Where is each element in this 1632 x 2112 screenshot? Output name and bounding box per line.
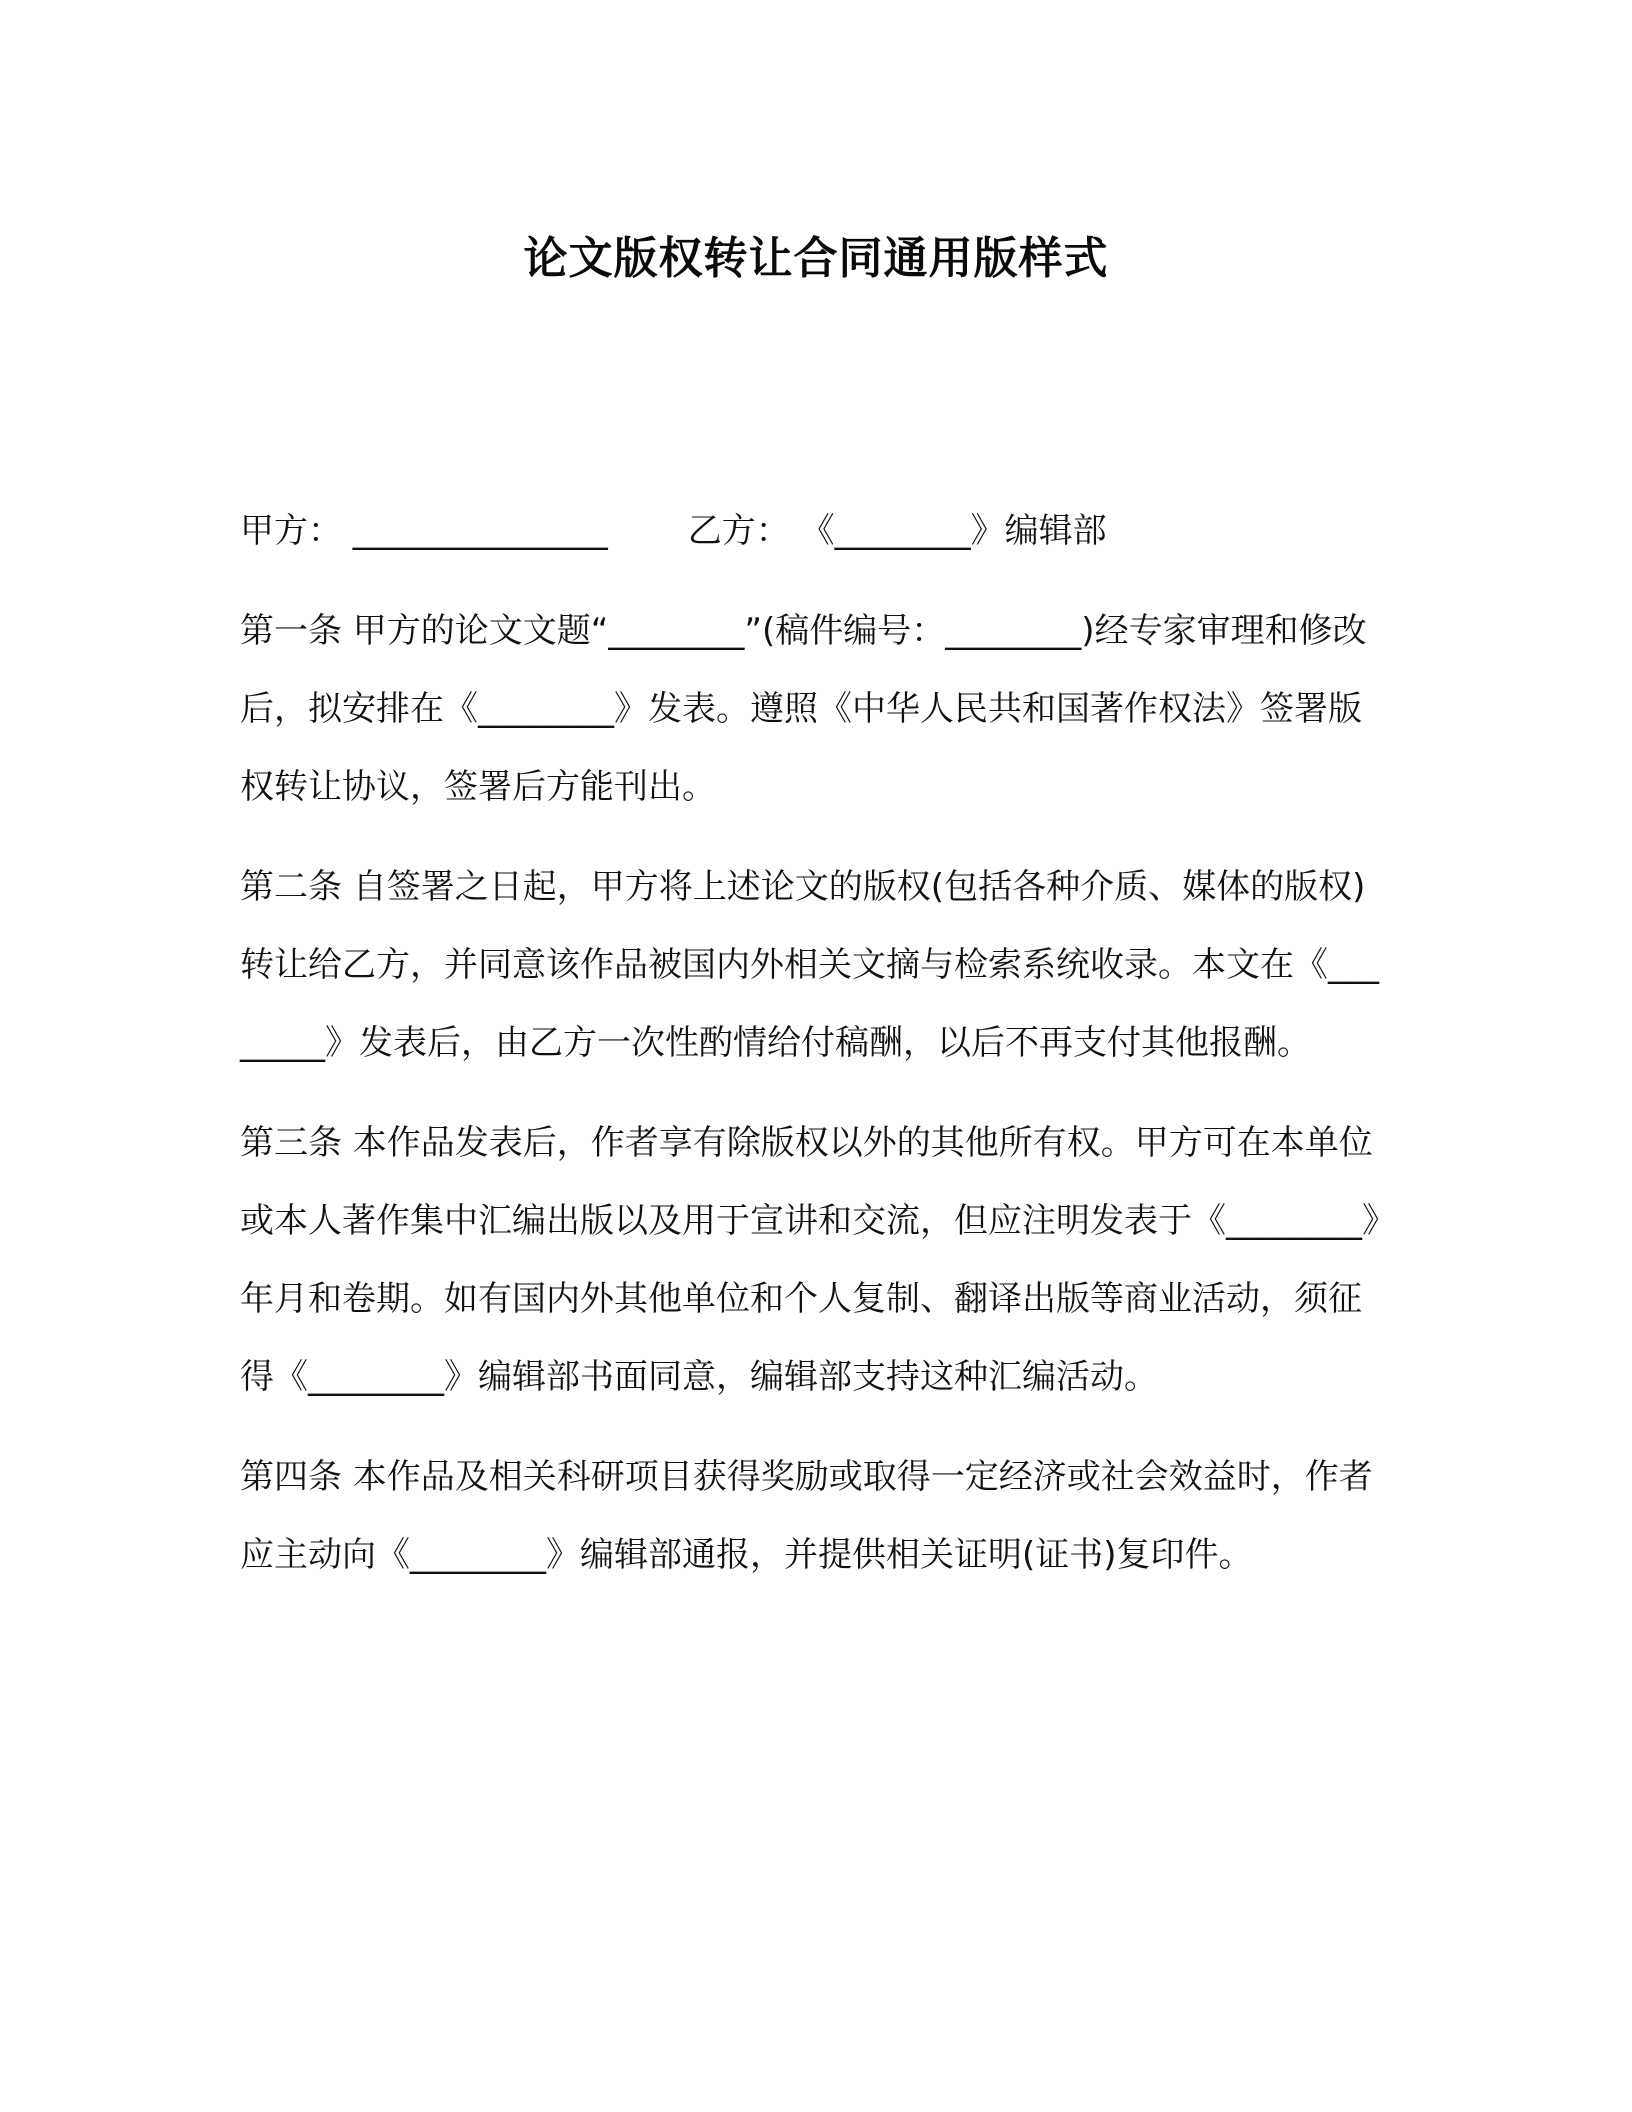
article-4-text: 第四条 本作品及相关科研项目获得奖励或取得一定经济或社会效益时，作者应主动向《________》编辑部通报，并提供相关证明(证书)复印件。 xyxy=(240,1457,1373,1575)
article-1-text: 第一条 甲方的论文文题“________”(稿件编号：________)经专家审理和修改后，拟安排在《________》发表。遵照《中华人民共和国著作权法》签署版权转让协议，签署后方能刊出。 xyxy=(240,611,1367,807)
document-title: 论文版权转让合同通用版样式 xyxy=(523,233,1109,284)
article-3 xyxy=(240,1104,1390,1416)
document-body xyxy=(240,492,1390,1616)
article-4 xyxy=(240,1438,1390,1594)
article-3-text: 第三条 本作品发表后，作者享有除版权以外的其他所有权。甲方可在本单位或本人著作集中汇编出版以及用于宣讲和交流，但应注明发表于《________》年月和卷期。如有国内外其他单位和个人复制、翻译出版等商业活动，须征得《________》编辑部书面同意，编辑部支持这种汇编活动。 xyxy=(240,1123,1379,1397)
article-1 xyxy=(240,592,1390,826)
article-2-text: 第二条 自签署之日起，甲方将上述论文的版权(包括各种介质、媒体的版权)转让给乙方，并同意该作品被国内外相关文摘与检索系统收录。本文在《________》发表后，由乙方一次性酌情给付稿酬，以后不再支付其他报酬。 xyxy=(240,867,1379,1063)
party-b: 乙方： 《________》编辑部 xyxy=(687,511,1107,551)
party-a: 甲方： _______________ xyxy=(240,511,608,551)
parties-line xyxy=(240,492,1390,570)
article-2 xyxy=(240,848,1390,1082)
